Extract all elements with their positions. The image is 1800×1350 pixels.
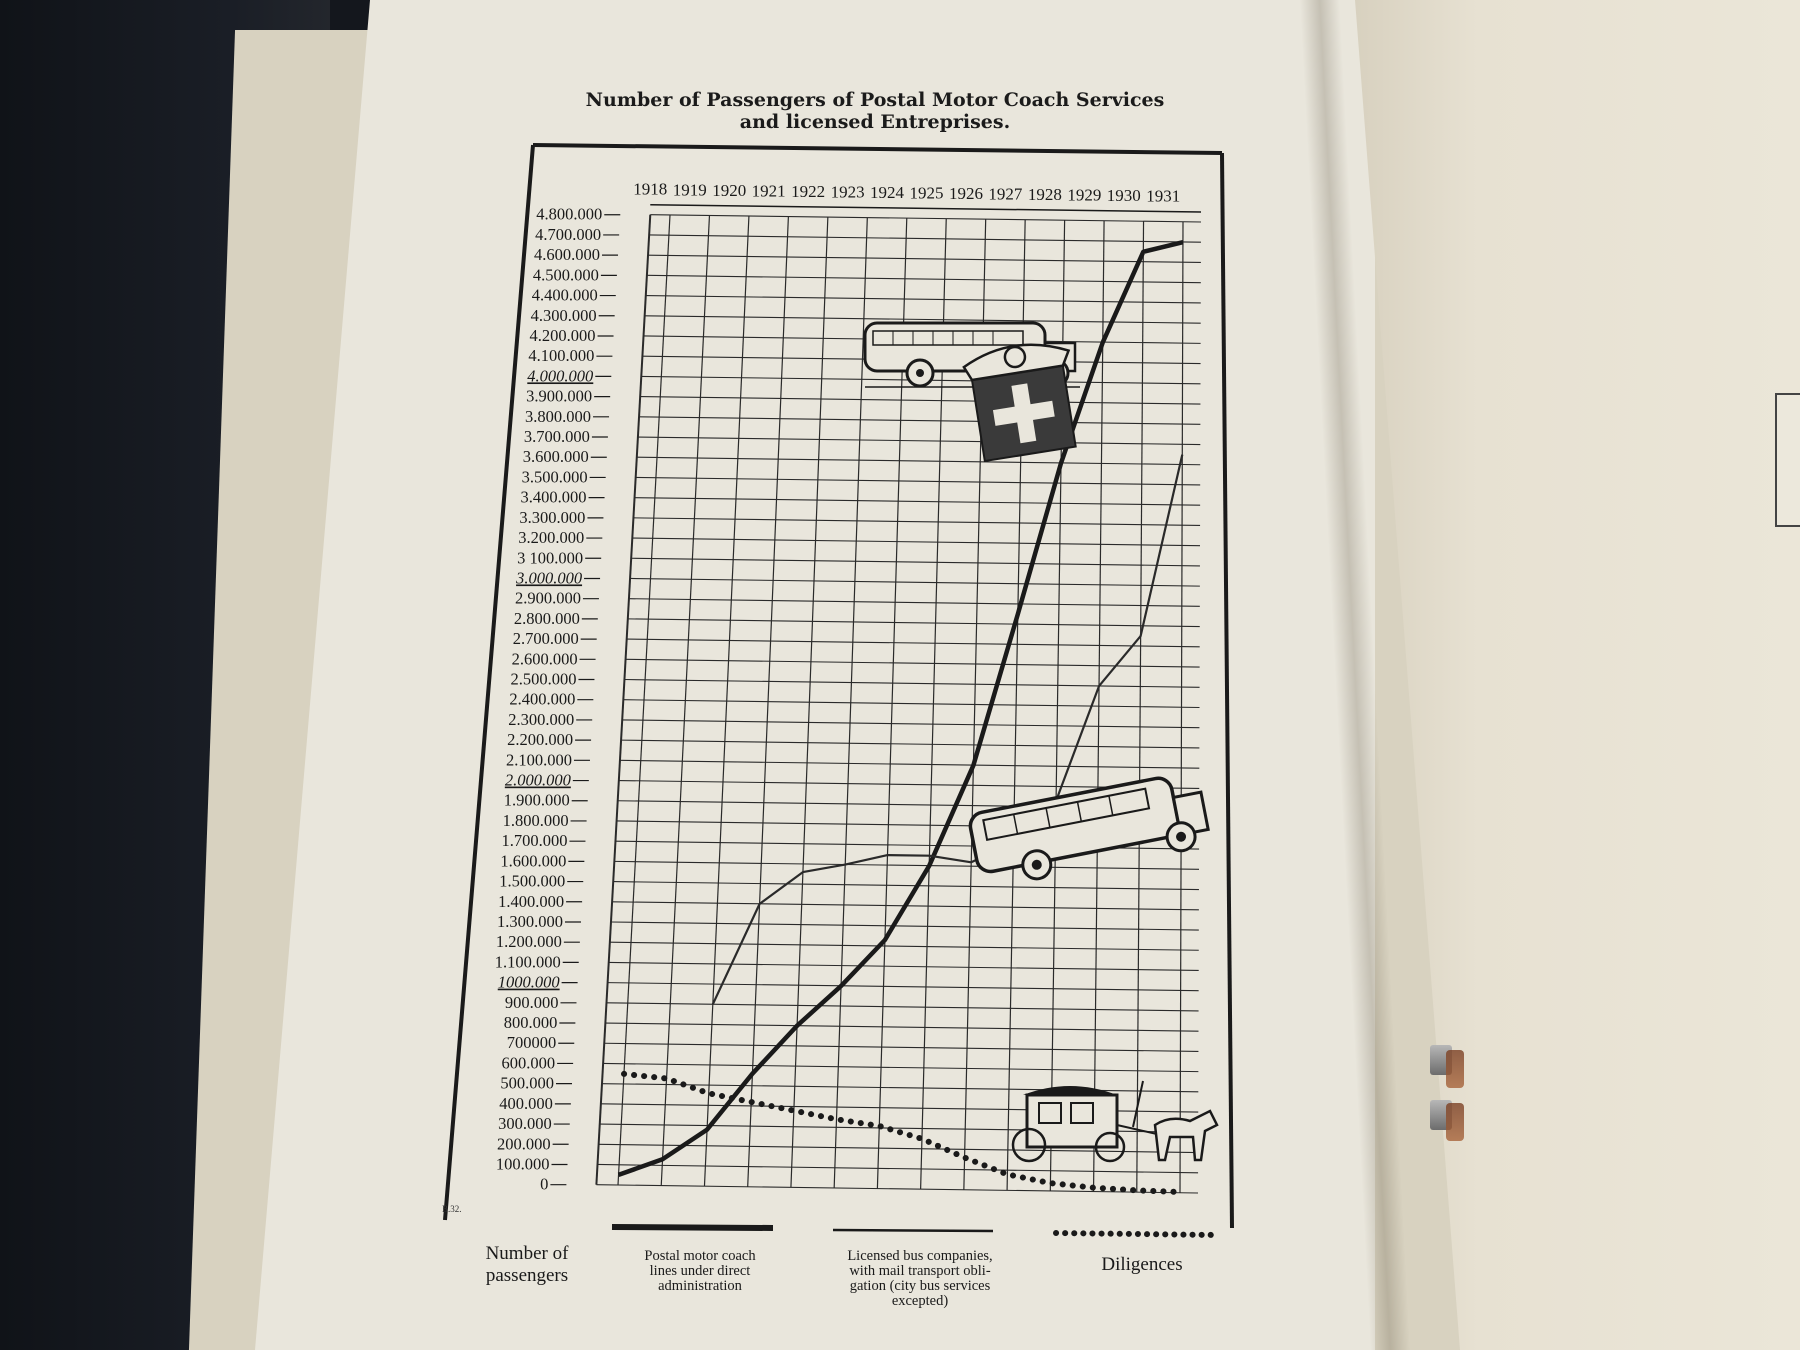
y-tick-label: 600.000 — [501, 1053, 556, 1073]
y-tick-label: 500.000 — [500, 1073, 554, 1093]
x-tick-labels — [633, 180, 1180, 206]
grid-horizontal — [605, 1023, 1198, 1031]
legend-entry-1-line-1: Postal motor coach — [644, 1248, 756, 1264]
y-tick-label: 4.200.000 — [529, 325, 596, 345]
series-line-thin — [713, 455, 1183, 1005]
y-tick-label: 2.500.000 — [510, 669, 577, 689]
frame-top — [533, 145, 1222, 153]
grid-horizontal — [632, 538, 1200, 546]
grid-horizontal — [635, 498, 1201, 506]
x-tick-label: 1920 — [712, 180, 747, 200]
x-tick-label: 1923 — [830, 182, 865, 202]
y-tick-label: 4.100.000 — [528, 346, 595, 366]
x-tick-label: 1927 — [988, 184, 1023, 204]
grid-horizontal — [631, 558, 1200, 566]
y-tick-label: 1.900.000 — [503, 790, 570, 810]
y-tick-label: 700000 — [506, 1033, 557, 1053]
x-tick-label: 1931 — [1146, 186, 1181, 206]
legend — [486, 1227, 1216, 1309]
y-tick-label: 2.200.000 — [507, 730, 574, 750]
y-tick-label: 3.700.000 — [523, 427, 590, 447]
chart-title-line-2: and licensed Entreprises. — [739, 111, 1011, 133]
grid-horizontal — [608, 983, 1199, 991]
y-tick-labels — [495, 205, 621, 1194]
y-tick-label: 1.800.000 — [502, 810, 569, 830]
y-tick-label: 2.000.000 — [504, 770, 571, 790]
y-tick-label: 4.300.000 — [530, 305, 597, 325]
y-tick-label: 1.500.000 — [499, 871, 566, 891]
x-tick-label: 1919 — [672, 180, 707, 200]
grid-horizontal — [624, 680, 1199, 688]
y-tick-label: 3.300.000 — [519, 507, 586, 527]
grid-horizontal — [636, 477, 1201, 485]
grid-horizontal — [640, 397, 1200, 404]
y-tick-label: 3.400.000 — [520, 487, 587, 507]
grid-horizontal — [622, 720, 1199, 728]
y-tick-label: 2.700.000 — [512, 629, 579, 649]
chart-title-line-1: Number of Passengers of Postal Motor Coach Services — [585, 89, 1165, 111]
grid-horizontal — [627, 639, 1200, 647]
x-tick-label: 1922 — [791, 181, 826, 201]
x-tick-label: 1925 — [909, 183, 944, 203]
y-tick-label: 2.800.000 — [513, 608, 580, 628]
y-tick-label: 3.500.000 — [521, 467, 588, 487]
grid-horizontal — [610, 942, 1199, 950]
y-tick-label: 4.400.000 — [531, 285, 598, 305]
y-tick-label: 100.000 — [495, 1154, 550, 1174]
grid-horizontal — [650, 215, 1201, 222]
x-tick-label: 1918 — [633, 179, 668, 199]
grid-horizontal — [613, 882, 1199, 890]
y-tick-label: 3.900.000 — [526, 386, 593, 406]
y-tick-label: 1.600.000 — [500, 851, 567, 871]
x-tick-label: 1926 — [948, 184, 983, 204]
grid-horizontal — [629, 599, 1200, 607]
chart-title — [586, 89, 1165, 133]
frame-right — [1222, 153, 1232, 1228]
y-tick-label: 400.000 — [499, 1093, 553, 1113]
grid-horizontal — [626, 659, 1200, 667]
y-tick-label: 3 100.000 — [517, 548, 584, 568]
grid-horizontal — [649, 235, 1201, 242]
grid-horizontal — [620, 760, 1199, 768]
y-tick-label: 2.400.000 — [509, 689, 576, 709]
x-tick-label: 1928 — [1027, 185, 1062, 205]
y-tick-label: 1.200.000 — [495, 932, 562, 952]
legend-swatch-thin — [833, 1230, 993, 1231]
y-tick-label: 2.900.000 — [514, 588, 581, 608]
y-tick-label: 0 — [540, 1174, 549, 1194]
grid-horizontal — [647, 275, 1201, 282]
y-tick-label: 4.500.000 — [532, 265, 599, 285]
grid-horizontal — [637, 457, 1200, 465]
grid-horizontal — [638, 437, 1200, 445]
x-tick-label: 1924 — [870, 182, 905, 202]
legend-entry-2-line-3: gation (city bus services — [849, 1278, 991, 1294]
y-tick-label: 3.800.000 — [525, 406, 592, 426]
grid-horizontal — [628, 619, 1200, 627]
y-tick-label: 3.200.000 — [518, 528, 585, 548]
x-tick-label: 1929 — [1067, 185, 1102, 205]
y-tick-label: 3.600.000 — [522, 447, 589, 467]
grid-horizontal — [639, 417, 1200, 424]
legend-swatch-thick — [612, 1227, 773, 1228]
legend-entry-2-line-2: with mail transport obli- — [849, 1263, 991, 1279]
legend-entry-1-line-2: lines under direct — [649, 1263, 751, 1279]
grid-horizontal — [621, 740, 1199, 748]
grid-horizontal — [606, 1003, 1198, 1011]
y-tick-label: 4.000.000 — [527, 366, 594, 386]
y-tick-label: 2.100.000 — [505, 750, 572, 770]
y-tick-label: 4.700.000 — [535, 224, 602, 244]
y-tick-label: 2.600.000 — [511, 649, 578, 669]
legend-entry-2-line-4: excepted) — [891, 1293, 949, 1309]
x-tick-label: 1921 — [751, 181, 786, 201]
y-tick-label: 300.000 — [498, 1114, 552, 1134]
grid-horizontal — [646, 296, 1201, 303]
y-tick-label: 1.100.000 — [494, 952, 561, 972]
grid-horizontal — [648, 255, 1201, 262]
legend-entry-3-line-1: Diligences — [1101, 1254, 1183, 1275]
grid-horizontal — [630, 578, 1200, 586]
artist-signature: B.32. — [442, 1204, 462, 1214]
y-tick-label: 900.000 — [504, 992, 559, 1012]
grid-horizontal — [596, 1185, 1198, 1193]
y-tick-label: 1000.000 — [497, 972, 560, 992]
grid-horizontal — [614, 861, 1199, 869]
y-tick-label: 4.800.000 — [536, 204, 603, 224]
grid-header-line — [650, 205, 1201, 212]
x-tick-label: 1930 — [1106, 186, 1141, 206]
grid-horizontal — [633, 518, 1200, 526]
stagecoach-illustration — [1013, 1081, 1217, 1161]
y-tick-label: 800.000 — [503, 1013, 558, 1033]
legend-axis-label-line-2: passengers — [485, 1265, 569, 1286]
legend-entry-2-line-1: Licensed bus companies, — [847, 1248, 993, 1264]
y-tick-label: 1.300.000 — [496, 911, 563, 931]
y-tick-label: 2.300.000 — [508, 709, 575, 729]
y-tick-label: 1.700.000 — [501, 831, 568, 851]
y-tick-label: 4.600.000 — [534, 245, 601, 265]
grid-horizontal — [598, 1164, 1199, 1172]
y-tick-label: 200.000 — [497, 1134, 551, 1154]
grid-horizontal — [604, 1043, 1198, 1051]
legend-swatch-dotted — [1056, 1233, 1216, 1235]
legend-axis-label-line-1: Number of — [485, 1243, 569, 1264]
y-tick-label: 3.000.000 — [516, 568, 583, 588]
grid-horizontal — [623, 700, 1199, 708]
grid-horizontal — [611, 922, 1199, 930]
grid-horizontal — [609, 962, 1199, 970]
y-tick-label: 1.400.000 — [498, 891, 565, 911]
grid-horizontal — [603, 1063, 1198, 1071]
legend-entry-1-line-3: administration — [658, 1278, 742, 1294]
